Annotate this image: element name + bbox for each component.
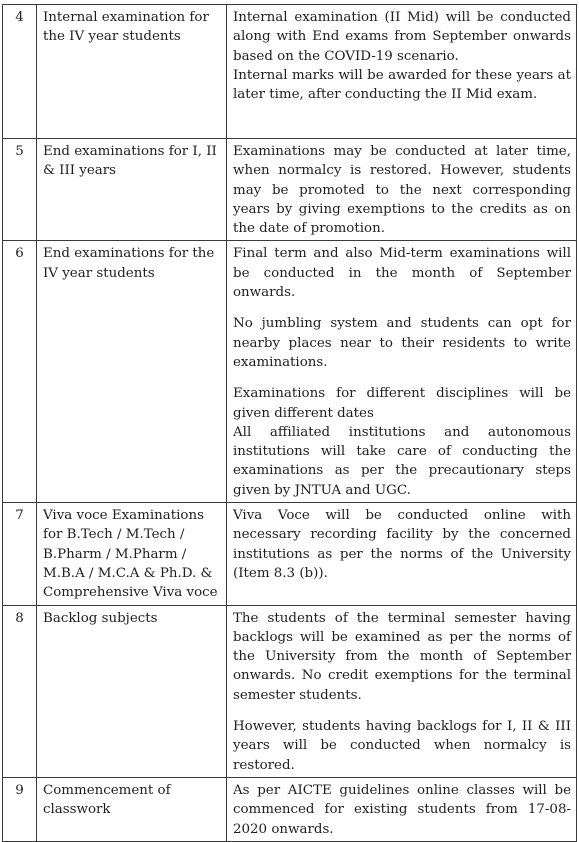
row-action <box>227 605 577 777</box>
table-row <box>3 139 577 241</box>
action-paragraph: Internal marks will be awarded for these years at later time, after conducting the II Mid exam. <box>233 67 571 103</box>
action-paragraph: However, students having backlogs for I, II & III years will be conducted when normalcy is restored. <box>233 719 571 773</box>
row-action <box>227 777 577 841</box>
row-item: End examinations for the IV year students <box>37 241 227 503</box>
row-number: 8 <box>3 605 37 777</box>
row-item: Internal examination for the IV year students <box>37 5 227 139</box>
row-number: 5 <box>3 139 37 241</box>
row-action <box>227 503 577 605</box>
action-paragraph: All affiliated institutions and autonomous institutions will take care of conducting the examinations as per the precautionary steps given by JNTUA and UGC. <box>233 424 571 498</box>
schedule-table <box>2 4 577 842</box>
table-row <box>3 605 577 777</box>
row-item: End examinations for I, II & III years <box>37 139 227 241</box>
row-item: Backlog subjects <box>37 605 227 777</box>
row-number: 4 <box>3 5 37 139</box>
action-paragraph: Examinations may be conducted at later time, when normalcy is restored. However, students may be promoted to the next corresponding years by giving exemptions to the credits as on the date of promotion. <box>233 144 571 237</box>
action-paragraph: As per AICTE guidelines online classes will be commenced for existing students from 17-08-2020 onwards. <box>233 782 571 837</box>
action-paragraph: Internal examination (II Mid) will be conducted along with End exams from September onwards based on the COVID-19 scenario. <box>233 10 571 64</box>
row-action <box>227 5 577 139</box>
row-number: 9 <box>3 777 37 841</box>
action-paragraph: Examinations for different disciplines will be given different dates <box>233 386 571 421</box>
row-number: 7 <box>3 503 37 605</box>
table-row <box>3 5 577 139</box>
row-action <box>227 241 577 503</box>
table-row <box>3 503 577 605</box>
row-item: Viva voce Examinations for B.Tech / M.Tech / B.Pharm / M.Pharm / M.B.A / M.C.A & Ph.D. & Comprehensive Viva voce <box>37 503 227 605</box>
row-action <box>227 139 577 241</box>
table-row <box>3 777 577 841</box>
row-number: 6 <box>3 241 37 503</box>
action-paragraph: Final term and also Mid-term examinations will be conducted in the month of September onwards. <box>233 246 571 301</box>
action-paragraph: No jumbling system and students can opt for nearby places near to their residents to write examinations. <box>233 316 571 370</box>
row-item: Commencement of classwork <box>37 777 227 841</box>
action-paragraph: The students of the terminal semester having backlogs will be examined as per the norms of the University from the month of September onwards. No credit exemptions for the terminal semester students. <box>233 610 571 703</box>
table-row <box>3 241 577 503</box>
action-paragraph: Viva Voce will be conducted online with necessary recording facility by the concerned institutions as per the norms of the University (Item 8.3 (b)). <box>233 508 571 581</box>
